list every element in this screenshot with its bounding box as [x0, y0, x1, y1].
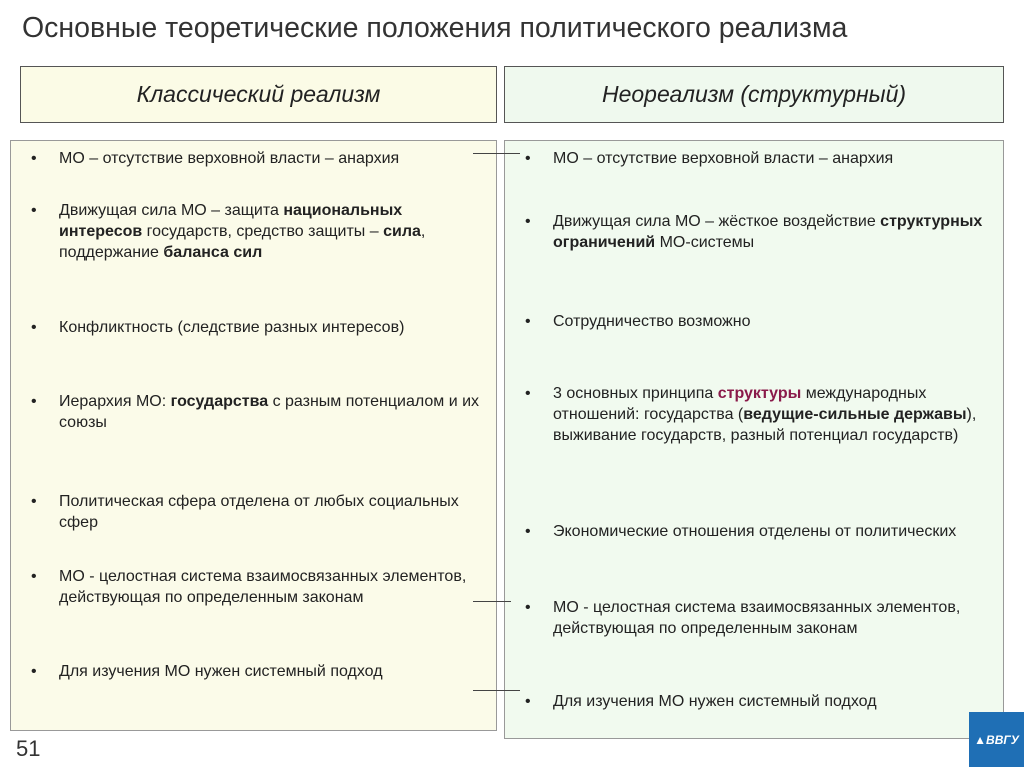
list-item: [505, 383, 993, 446]
list-item: [505, 148, 993, 169]
list-item-text: [59, 491, 486, 533]
emphasis-text: национальных интересов: [59, 202, 403, 240]
classical-realism-header: Классический реализм: [20, 66, 497, 123]
list-item: [11, 200, 486, 263]
text-segment: Для изучения МО нужен системный подход: [553, 693, 877, 710]
list-item-text: [59, 317, 486, 338]
bullet: •: [525, 313, 531, 330]
list-item: [505, 211, 993, 253]
list-item-text: [553, 311, 993, 332]
text-segment: Политическая сфера отделена от любых социальных сфер: [59, 493, 459, 531]
classical-realism-panel: [10, 140, 497, 731]
list-item: [11, 148, 486, 169]
text-segment: государств, средство защиты –: [142, 223, 384, 240]
text-segment: ), выживание государств, разный потенциал государств): [553, 406, 977, 444]
list-item-text: [59, 148, 486, 169]
text-segment: Движущая сила МО – жёсткое воздействие: [553, 213, 881, 230]
neorealism-panel: [504, 140, 1004, 739]
text-segment: Иерархия МО:: [59, 393, 171, 410]
list-item: [11, 491, 486, 533]
list-item-text: [59, 391, 486, 433]
list-item: [11, 317, 486, 338]
slide-title: Основные теоретические положения политического реализма: [22, 12, 848, 44]
text-segment: Конфликтность (следствие разных интересов): [59, 319, 405, 336]
bullet: •: [31, 319, 37, 336]
connector-line: [473, 153, 520, 154]
bullet: •: [31, 393, 37, 410]
list-item: [505, 521, 993, 542]
emphasis-text: структурных ограничений: [553, 213, 983, 251]
connector-line: [473, 690, 520, 691]
text-segment: Для изучения МО нужен системный подход: [59, 663, 383, 680]
text-segment: МО - целостная система взаимосвязанных элементов, действующая по определенным законам: [59, 568, 467, 606]
emphasis-text: баланса сил: [163, 244, 263, 261]
list-item-text: [553, 383, 993, 446]
list-item-text: [59, 566, 486, 608]
list-item: [505, 311, 993, 332]
text-segment: Экономические отношения отделены от политических: [553, 523, 957, 540]
text-segment: Движущая сила МО – защита: [59, 202, 284, 219]
list-item-text: [59, 200, 486, 263]
list-item-text: [59, 661, 486, 682]
bullet: •: [525, 599, 531, 616]
neorealism-header: Неореализм (структурный): [504, 66, 1004, 123]
university-logo: ▲ ВВГУ: [969, 712, 1024, 767]
list-item: [505, 691, 993, 712]
connector-line: [473, 601, 511, 602]
list-item: [11, 661, 486, 682]
text-segment: МО - целостная система взаимосвязанных элементов, действующая по определенным законам: [553, 599, 961, 637]
emphasis-text: ведущие-сильные державы: [743, 406, 967, 423]
bullet: •: [31, 150, 37, 167]
emphasis-text: государства: [170, 393, 269, 410]
bullet: •: [31, 663, 37, 680]
text-segment: с разным потенциалом и их союзы: [59, 393, 480, 431]
list-item-text: [553, 691, 993, 712]
list-item: [11, 391, 486, 433]
text-segment: МО-системы: [655, 234, 755, 251]
page-number: 51: [16, 736, 41, 761]
text-segment: , поддержание: [59, 223, 426, 261]
bullet: •: [31, 568, 37, 585]
list-item: [505, 597, 993, 639]
bullet: •: [525, 385, 531, 402]
logo-text: ВВГУ: [986, 732, 1019, 747]
text-segment: 3 основных принципа: [553, 385, 718, 402]
text-segment: МО – отсутствие верховной власти – анархия: [553, 150, 894, 167]
emphasis-text: структуры: [717, 385, 802, 402]
bullet: •: [525, 693, 531, 710]
bullet: •: [31, 493, 37, 510]
bullet: •: [525, 150, 531, 167]
text-segment: МО – отсутствие верховной власти – анархия: [59, 150, 400, 167]
list-item-text: [553, 211, 993, 253]
list-item-text: [553, 148, 993, 169]
emphasis-text: сила: [383, 223, 421, 240]
bullet: •: [525, 523, 531, 540]
list-item-text: [553, 597, 993, 639]
text-segment: Сотрудничество возможно: [553, 313, 751, 330]
list-item-text: [553, 521, 993, 542]
bullet: •: [525, 213, 531, 230]
text-segment: международных отношений: государства (: [553, 385, 927, 423]
bullet: •: [31, 202, 37, 219]
list-item: [11, 566, 486, 608]
